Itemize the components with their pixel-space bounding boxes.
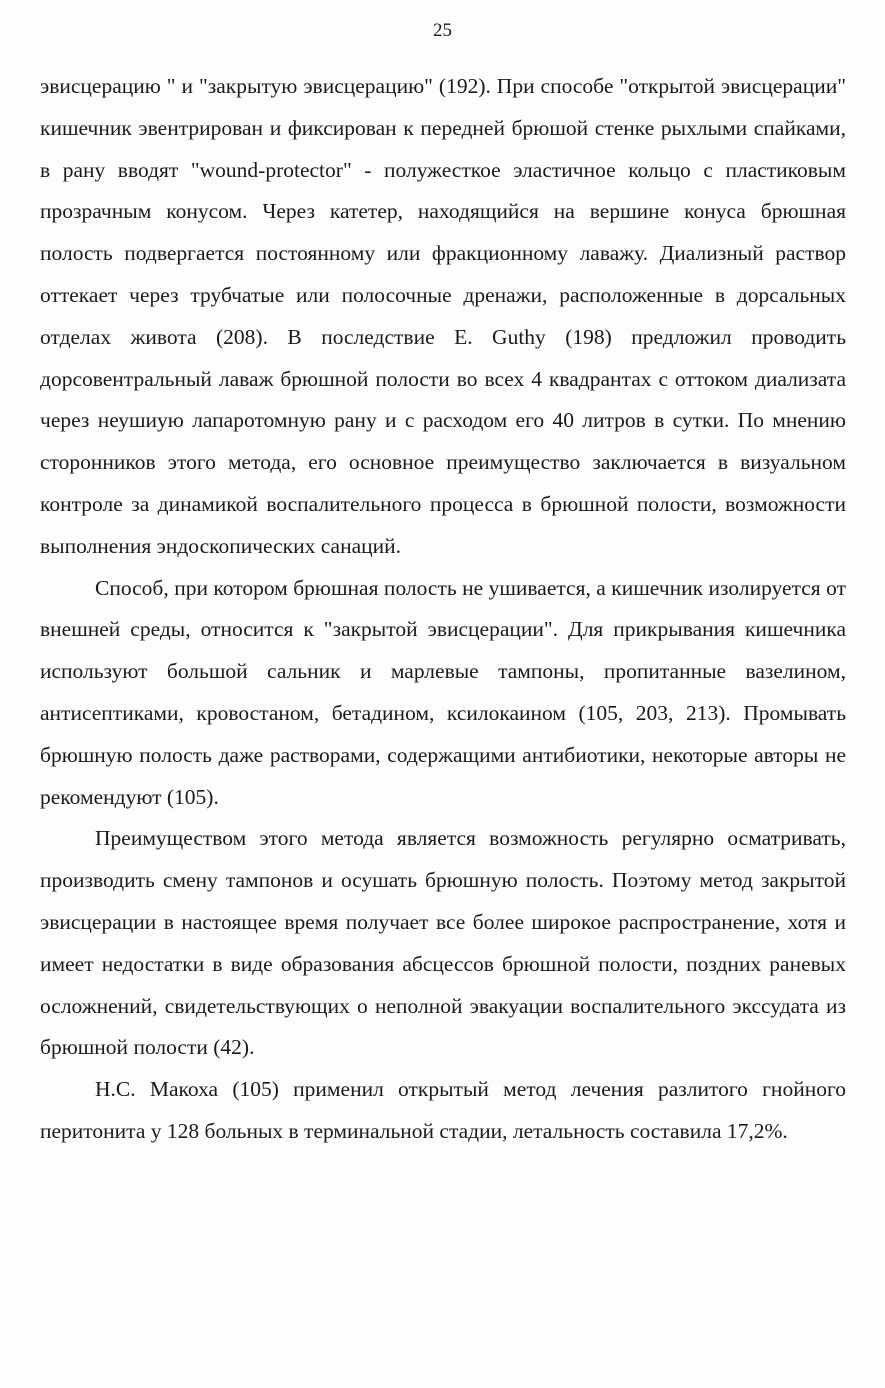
page-number: 25 <box>433 20 452 41</box>
paragraph: Способ, при котором брюшная полость не ушивается, а кишечник изолируется от внешней среды, относится к "закрытой эвисцерации". Для прикрывания кишечника используют большой сальник и марлевые тампоны, пропитанные вазелином, антисептиками, кровостаном, бетадином, ксилокаином (105, 203, 213). Промывать брюшную полость даже растворами, содержащими антибиотики, некоторые авторы не рекомендуют (105). <box>40 575 846 809</box>
paragraph: Н.С. Макоха (105) применил открытый метод лечения разлитого гнойного перитонита у 128 больных в терминальной стадии, летальность составила 17,2%. <box>40 1077 846 1143</box>
document-body <box>40 66 846 1153</box>
paragraph: эвисцерацию " и "закрытую эвисцерацию" (192). При способе "открытой эвисцерации" кишечник эвентрирован и фиксирован к передней брюшой стенке рыхлыми спайками, в рану вводят "wound-protector" - полужесткое эластичное кольцо с пластиковым прозрачным конусом. Через катетер, находящийся на вершине конуса брюшная полость подвергается постоянному или фракционному лаважу. Диализный раствор оттекает через трубчатые или полосочные дренажи, расположенные в дорсальных отделах живота (208). В последствие E. Guthy (198) предложил проводить дорсовентральный лаваж брюшной полости во всех 4 квадрантах с оттоком диализата через неушиую лапаротомную рану и с расходом его 40 литров в сутки. По мнению сторонников этого метода, его основное преимущество заключается в визуальном контроле за динамикой воспалительного процесса в брюшной полости, возможности выполнения эндоскопических санаций. <box>40 74 846 558</box>
paragraph: Преимуществом этого метода является возможность регулярно осматривать, производить смену тампонов и осушать брюшную полость. Поэтому метод закрытой эвисцерации в настоящее время получает все более широкое распространение, хотя и имеет недостатки в виде образования абсцессов брюшной полости, поздних раневых осложнений, свидетельствующих о неполной эвакуации воспалительного экссудата из брюшной полости (42). <box>40 826 846 1060</box>
